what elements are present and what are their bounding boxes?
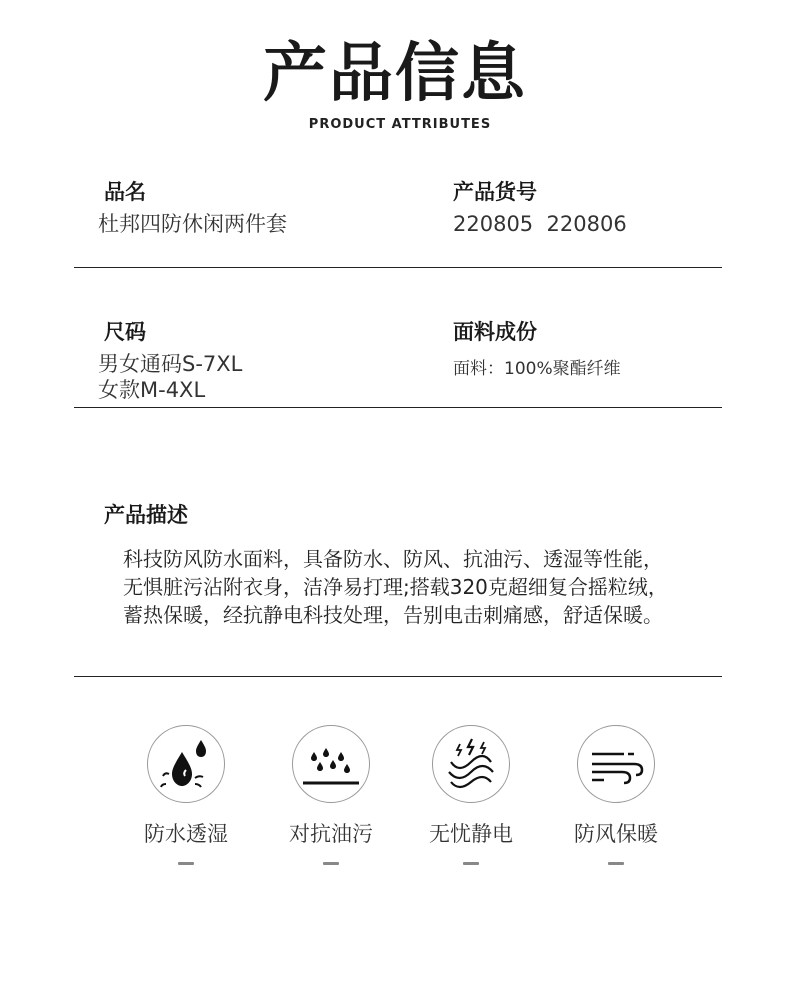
description-line: 无惧脏污沾附衣身，洁净易打理;搭载320克超细复合摇粒绒， [123,575,668,599]
description-text [123,545,723,629]
description-line: 蓄热保暖，经抗静电科技处理，告别电击刺痛感，舒适保暖。 [123,603,663,627]
divider [323,862,339,865]
static-icon [432,725,510,803]
divider [74,267,722,268]
divider [74,676,722,677]
oil-stain-icon [292,725,370,803]
fabric-value: 面料：100%聚酯纤维 [453,359,621,379]
feature-label: 防风保暖 [574,822,658,846]
feature-anti-static [411,725,531,865]
wind-icon [577,725,655,803]
description-label: 产品描述 [104,503,188,527]
divider [463,862,479,865]
fabric-label: 面料成份 [453,320,537,344]
feature-anti-oil [271,725,391,865]
feature-label: 对抗油污 [289,822,373,846]
water-drop-icon [147,725,225,803]
product-name-value: 杜邦四防休闲两件套 [98,212,287,236]
feature-windproof [556,725,676,865]
product-sku-value: 220805 220806 [453,212,627,236]
product-name-label: 品名 [104,180,146,204]
size-value-2: 女款M-4XL [98,378,206,402]
size-value-1: 男女通码S-7XL [98,352,243,376]
page-title: 产品信息 [263,37,527,111]
divider [608,862,624,865]
divider [74,407,722,408]
description-line: 科技防风防水面料，具备防水、防风、抗油污、透湿等性能， [123,547,663,571]
feature-waterproof [126,725,246,865]
feature-label: 防水透湿 [144,822,228,846]
page-subtitle: PRODUCT ATTRIBUTES [308,117,492,132]
divider [178,862,194,865]
feature-label: 无忧静电 [429,822,513,846]
product-sku-label: 产品货号 [453,180,537,204]
size-label: 尺码 [104,320,146,344]
